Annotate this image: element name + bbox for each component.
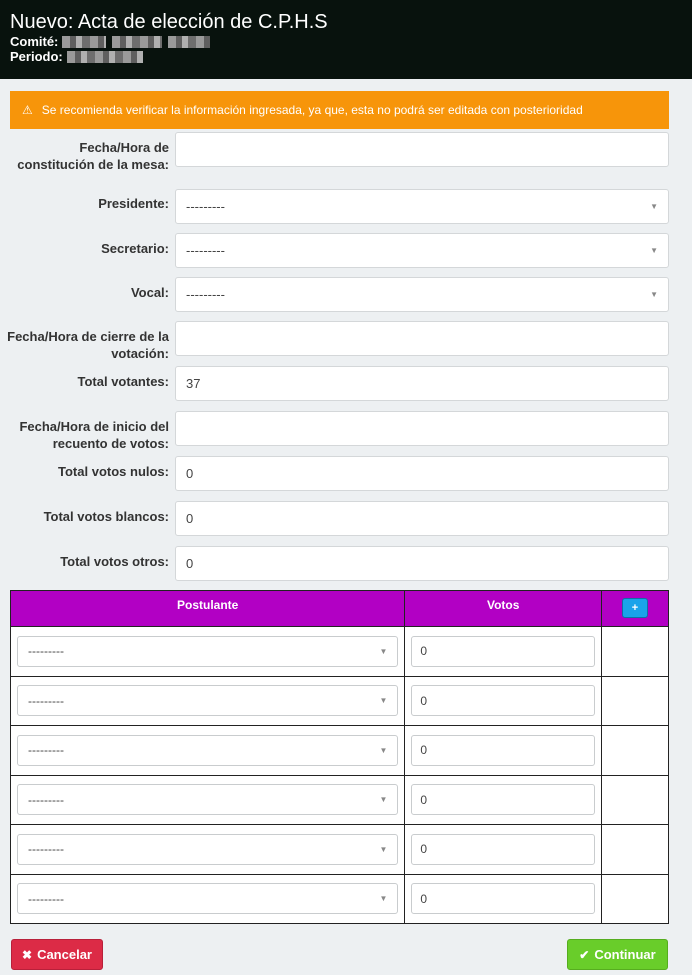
redacted-committee-part-2: [112, 36, 162, 48]
caret-down-icon: ▼: [379, 696, 388, 706]
votos-input[interactable]: 0: [411, 784, 595, 815]
table-row: [11, 825, 669, 875]
postulante-cell: [11, 825, 405, 875]
caret-down-icon: ▼: [650, 202, 658, 211]
committee-label: Comité:: [10, 34, 59, 49]
label-presidente: Presidente:: [98, 196, 169, 211]
period-label: Periodo:: [10, 49, 63, 64]
caret-down-icon: ▼: [379, 795, 388, 805]
committee-line: [10, 34, 682, 49]
label-total-votantes: Total votantes:: [77, 374, 169, 389]
label-vocal: Vocal:: [130, 285, 169, 300]
caret-down-icon: ▼: [379, 894, 388, 904]
postulante-select[interactable]: [17, 784, 398, 815]
postulante-select[interactable]: [17, 834, 398, 865]
secretario-value: ---------: [186, 243, 225, 258]
label-fecha-cierre: Fecha/Hora de cierre de la votación:: [7, 329, 169, 361]
empty-cell: [602, 726, 669, 776]
redacted-committee-part-1: [62, 36, 106, 48]
label-fecha-constitucion: Fecha/Hora de constitución de la mesa:: [17, 140, 169, 172]
postulante-select[interactable]: [17, 685, 398, 716]
postulante-header: Postulante: [11, 591, 405, 627]
add-row-button[interactable]: +: [622, 598, 648, 618]
table-row: [11, 874, 669, 924]
table-header-row: [11, 591, 669, 627]
redacted-committee-part-3: [168, 36, 210, 48]
caret-down-icon: ▼: [379, 844, 388, 854]
postulante-cell: [11, 726, 405, 776]
table-row: [11, 627, 669, 677]
votos-cell: [405, 775, 602, 825]
votos-cell: [405, 676, 602, 726]
table-row: [11, 676, 669, 726]
continue-label: Continuar: [594, 947, 656, 962]
table-row: [11, 726, 669, 776]
presidente-value: ---------: [186, 199, 225, 214]
label-total-blancos: Total votos blancos:: [43, 509, 169, 524]
votos-cell: [405, 627, 602, 677]
fecha-cierre-input[interactable]: [175, 321, 669, 356]
label-secretario: Secretario:: [101, 241, 169, 256]
postulante-cell: [11, 775, 405, 825]
postulante-value: ---------: [28, 792, 64, 807]
votos-cell: [405, 825, 602, 875]
total-votantes-input[interactable]: 37: [175, 366, 669, 401]
votos-input[interactable]: 0: [411, 636, 595, 667]
postulante-value: ---------: [28, 693, 64, 708]
postulante-cell: [11, 676, 405, 726]
vocal-value: ---------: [186, 287, 225, 302]
total-blancos-input[interactable]: 0: [175, 501, 669, 536]
postulante-select[interactable]: [17, 636, 398, 667]
votos-cell: [405, 874, 602, 924]
add-column-header: [602, 591, 669, 627]
vocal-select[interactable]: [175, 277, 669, 312]
warning-alert: [10, 91, 669, 129]
table-row: [11, 775, 669, 825]
votos-cell: [405, 726, 602, 776]
period-line: [10, 49, 682, 64]
empty-cell: [602, 825, 669, 875]
label-fecha-inicio-recuento: Fecha/Hora de inicio del recuento de votos:: [19, 419, 169, 451]
caret-down-icon: ▼: [379, 646, 388, 656]
postulante-value: ---------: [28, 842, 64, 857]
caret-down-icon: ▼: [379, 745, 388, 755]
warning-icon: ⚠: [22, 103, 33, 117]
caret-down-icon: ▼: [650, 290, 658, 299]
total-nulos-input[interactable]: 0: [175, 456, 669, 491]
fecha-inicio-recuento-input[interactable]: [175, 411, 669, 446]
votos-input[interactable]: 0: [411, 883, 595, 914]
label-total-otros: Total votos otros:: [60, 554, 169, 569]
fecha-constitucion-input[interactable]: [175, 132, 669, 167]
redacted-period: [67, 51, 143, 63]
page-title: Nuevo: Acta de elección de C.P.H.S: [10, 11, 328, 33]
postulante-value: ---------: [28, 743, 64, 758]
total-otros-input[interactable]: 0: [175, 546, 669, 581]
votos-input[interactable]: 0: [411, 834, 595, 865]
cancel-button[interactable]: [11, 939, 103, 970]
postulante-cell: [11, 874, 405, 924]
caret-down-icon: ▼: [650, 246, 658, 255]
postulante-cell: [11, 627, 405, 677]
postulantes-table: [10, 590, 669, 924]
postulante-select[interactable]: [17, 883, 398, 914]
votos-input[interactable]: 0: [411, 735, 595, 766]
votos-header: Votos: [405, 591, 602, 627]
continue-button[interactable]: [567, 939, 668, 970]
empty-cell: [602, 775, 669, 825]
postulante-select[interactable]: [17, 735, 398, 766]
check-icon: ✔: [579, 947, 590, 962]
cancel-label: Cancelar: [37, 947, 92, 962]
alert-text: Se recomienda verificar la información ingresada, ya que, esta no podrá ser editada con posterioridad: [41, 103, 583, 117]
close-icon: ✖: [22, 947, 33, 962]
empty-cell: [602, 627, 669, 677]
votos-input[interactable]: 0: [411, 685, 595, 716]
secretario-select[interactable]: [175, 233, 669, 268]
empty-cell: [602, 874, 669, 924]
postulante-value: ---------: [28, 644, 64, 659]
label-total-nulos: Total votos nulos:: [58, 464, 169, 479]
postulante-value: ---------: [28, 891, 64, 906]
empty-cell: [602, 676, 669, 726]
page-header: [0, 0, 692, 79]
presidente-select[interactable]: [175, 189, 669, 224]
